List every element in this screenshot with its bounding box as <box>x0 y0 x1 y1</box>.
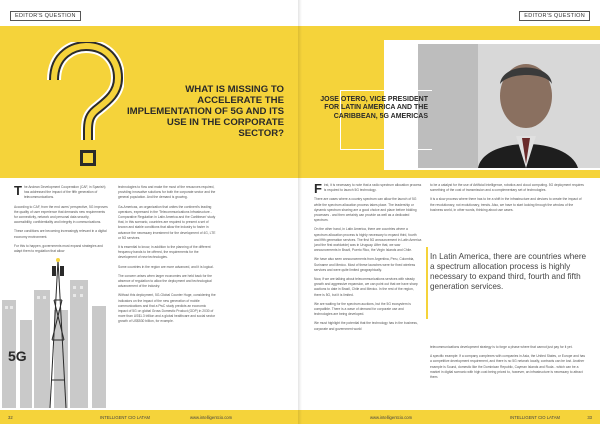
paragraph: For this to happen, governments must expand strategies and adapt them to regulation that allow <box>14 243 103 254</box>
paragraph: We are waiting for the spectrum auctions, but the 5G ecosystem is compatible. There is a wave of demand for corporate use and technologies are being developed. <box>314 301 411 317</box>
section-tag: EDITOR'S QUESTION <box>10 11 81 21</box>
body-column-2 <box>118 185 216 329</box>
paragraph: On the other hand, in Latin America, there are countries where a spectrum allocation process is highly necessary to expand third, fourth and fifth generation services. The first 5G announcement in Latin America (and the first worldwide) was in Uruguay. After that, we saw announcements in Brazil, Puerto Rico, the Virgin Islands and Chile. <box>314 227 422 253</box>
footer-right <box>300 410 600 424</box>
speaker-portrait-photo <box>418 44 600 168</box>
paragraph: technologies to flow and make the most of the resources required, providing innovative solutions for both the corporate sector and the general population. And the demand is growing. <box>118 185 216 200</box>
paragraph: There are cases where a country spectrum can allow the launch of 5G while the spectrum allocation process takes place. The leadership or dynamic spectrum sharing are a good choice and place before bidding processes - and then certainly can provide as well as a dedicated spectrum. <box>314 197 417 223</box>
drop-cap: F <box>314 181 322 196</box>
question-mark-icon <box>44 42 124 182</box>
speaker-name-title: JOSE OTERO, VICE PRESIDENT FOR LATIN AMERICA AND THE CARIBBEAN, 5G AMERICAS <box>320 96 428 120</box>
paragraph: Some countries in the region are more advanced, and it is logical. <box>118 264 214 269</box>
body-column-2 <box>430 183 586 217</box>
right-page <box>300 0 600 424</box>
pull-quote: In Latin America, there are countries where a spectrum allocation process is highly necessary to expand third, fourth and fifth generation services. <box>430 252 587 291</box>
page-number: 32 <box>8 415 13 420</box>
drop-cap: T <box>14 183 22 198</box>
section-tag: EDITOR'S QUESTION <box>519 11 590 21</box>
body-column-1 <box>314 183 422 336</box>
paragraph: We have also seen announcements from Argentina, Peru, Colombia, Suriname and Mexico. Most of these launches were for fixed wireless services and were quite limited geographically. <box>314 257 416 272</box>
paragraph: he Andean Development Cooperation (CAF, in Spanish) has addressed the impact of the fifth generation of telecommunications. <box>23 185 106 200</box>
article-headline: WHAT IS MISSING TO ACCELERATE THE IMPLEMENTATION OF 5G AND ITS USE IN THE CORPORATE SECTOR? <box>126 84 284 139</box>
magazine-name: INTELLIGENT CIO LATAM <box>510 415 561 420</box>
paragraph: It is essential to know, in addition to the planning of the different frequency bands to be offered, the requirements for the development of new technologies. <box>118 245 211 260</box>
paragraph: According to CAF, from the end users' perspective, 5G improves the quality of user experience that demands new requirements for connectivity, network and personal data security, accessibility, confidentiality and integrity in communications. <box>14 204 108 225</box>
paragraph: We must highlight the potential that the technology has in the business, corporate and government world <box>314 321 418 331</box>
page-number: 33 <box>587 415 592 420</box>
body-column-2-continued <box>430 345 586 384</box>
paragraph: to be a catalyst for the use of Artificial Intelligence, robotics and cloud computing. 5G deployment requires something of the cost of transmission and a complementary set of technologies. <box>430 183 584 193</box>
paragraph: It is a slow process where there has to be a shift in the infrastructure and devices to create the impact of the revolutionary, not evolutionary, trends. Also, we have to start looking through the window of the business world, in other words, thinking about use cases. <box>430 197 582 212</box>
paragraph: irst, it is necessary to note that a radio spectrum allocation process is required to launch 5G technology. <box>323 183 422 193</box>
spine-gutter <box>298 0 302 424</box>
5g-label: 5G <box>8 348 27 364</box>
paragraph: Without this deployment, 5G-Global Counter Huge, considering the indicators on the impact of the new generation of mobile communications and that a PwC study predicts an economic impact of 5G on global Gross Domestic Product (GDP) in 2030 of more than US$1.3 trillion and a global healthcare and social sector growth of US$530 billion, for example. <box>118 293 216 324</box>
paragraph: telecommunications development strategy is to forge a phase where that cannot just pay for it yet. <box>430 345 573 349</box>
website-link[interactable]: www.intelligentcio.com <box>370 415 413 420</box>
footer-left <box>0 410 300 424</box>
paragraph: These conditions are becoming increasingly relevant in a digital economy environment. <box>14 229 107 239</box>
paragraph: Ga-Americas, an organization that unites the continent's leading operators, expressed in the 'Telecommunications Infrastructure - Comparative Regulation in Latin America and the Caribbean' study that, in this scenario, countries are required to present a set of known and stable conditions that allow the industry to foster in advance the necessary investment for the development of 4G, LTE or 5G services. <box>118 204 216 240</box>
website-link[interactable]: www.intelligentcio.com <box>190 415 233 420</box>
paragraph: Now, if we are talking about telecommunications services with steady growth and aggressive expansion, we can point out that we have sharp auctions to date in Brazil, Chile and Mexico. In the rest of the region, there is 5G, but it is limited. <box>314 277 418 297</box>
paragraph: The concern arises when larger economies are held back for the absence of regulation to allow the deployment and technological advancement of the industry. <box>118 273 213 289</box>
paragraph: A specific example: If a company complexes with companies in Asia, the United States, or Europe and has a competitive development requirement, and there is no 5G network locally, contracts can be lost. Another example is Sound, domestic like the Dominican Republic, Cayman Islands and Ruda - which can be a market in digital scenario with high cost being priced to, however, an infrastructure is necessary to attract them. <box>430 354 586 380</box>
city-skyline-illustration <box>0 240 115 408</box>
magazine-name: INTELLIGENT CIO LATAM <box>100 415 151 420</box>
